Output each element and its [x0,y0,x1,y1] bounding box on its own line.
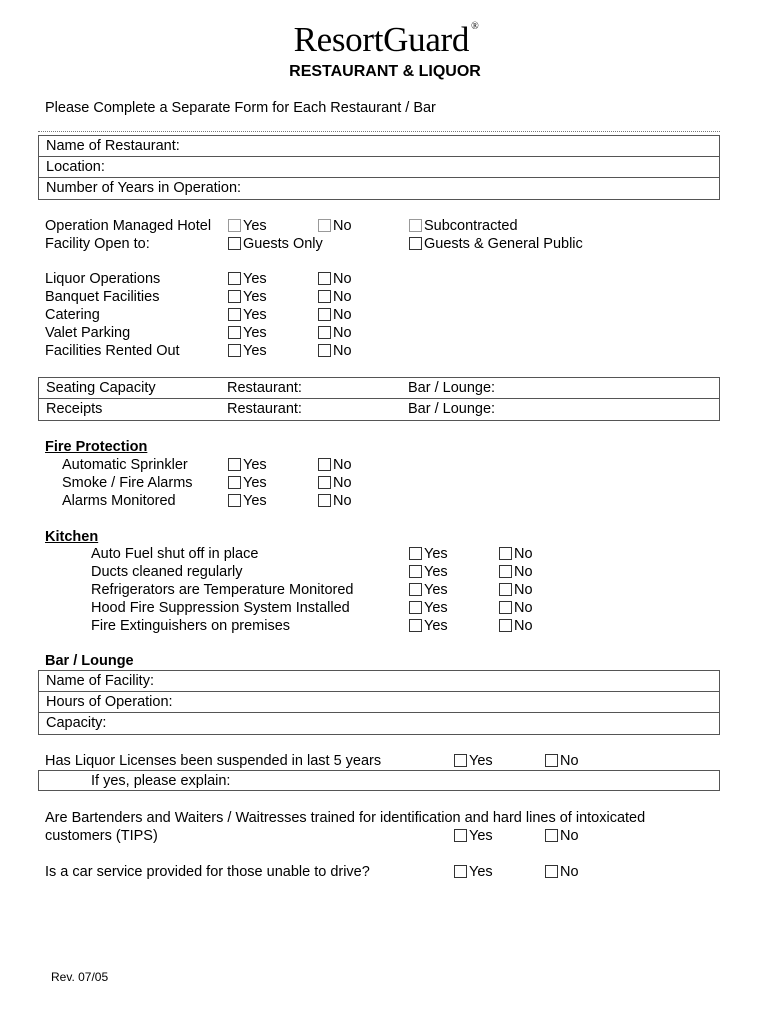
managed-label: Operation Managed Hotel [45,218,212,234]
no-label: No [560,753,579,769]
receipts-restaurant-label: Restaurant: [227,401,302,417]
tips-no-option[interactable] [545,827,579,845]
fire-item-label: Automatic Sprinkler [62,457,188,473]
yes-checkbox[interactable] [409,565,422,578]
tips-yes-option[interactable] [454,827,493,845]
no-label: No [333,475,352,491]
yes-label: Yes [424,600,448,616]
subcontracted-option[interactable] [409,217,518,235]
license-yes-option[interactable] [454,752,493,770]
kitchen-item-label: Auto Fuel shut off in place [91,546,259,562]
no-checkbox[interactable] [499,565,512,578]
yes-checkbox[interactable] [409,547,422,560]
bar-capacity-label: Capacity: [46,715,107,731]
no-label: No [333,325,352,341]
no-checkbox[interactable] [318,326,331,339]
yes-checkbox[interactable] [228,308,241,321]
logo-text: ResortGuard [293,20,470,59]
seating-bar-label: Bar / Lounge: [408,380,496,396]
managed-no-option[interactable] [318,217,352,235]
license-explain-field[interactable] [39,771,719,792]
car-service-question: Is a car service provided for those unable to drive? [45,864,370,880]
yes-checkbox[interactable] [454,829,467,842]
yes-label: Yes [243,493,267,509]
guests-public-option[interactable] [409,235,583,253]
no-label: No [333,457,352,473]
yes-checkbox[interactable] [409,619,422,632]
no-checkbox[interactable] [318,344,331,357]
restaurant-name-field[interactable] [39,136,719,157]
divider [38,131,720,132]
kitchen-yes-option[interactable] [409,617,448,635]
guests-public-checkbox[interactable] [409,237,422,250]
facility-row-label: Catering [45,307,100,323]
instruction-text: Please Complete a Separate Form for Each Restaurant / Bar [45,100,436,116]
yes-label: Yes [469,828,493,844]
revision-label: Rev. 07/05 [51,970,109,984]
yes-checkbox[interactable] [454,754,467,767]
car-no-option[interactable] [545,863,579,881]
yes-label: Yes [424,546,448,562]
no-checkbox[interactable] [318,272,331,285]
no-checkbox[interactable] [318,476,331,489]
no-label: No [333,307,352,323]
bar-info-box [38,670,720,735]
restaurant-info-box [38,135,720,200]
seating-capacity-label: Seating Capacity [46,380,156,396]
yes-label: Yes [424,564,448,580]
managed-yes-option[interactable] [228,217,267,235]
facility-row-label: Liquor Operations [45,271,161,287]
facility-open-label: Facility Open to: [45,236,150,252]
fire-yes-option[interactable] [228,456,267,474]
facility-no-option[interactable] [318,324,352,342]
yes-checkbox[interactable] [228,290,241,303]
years-label: Number of Years in Operation: [46,180,242,196]
no-checkbox[interactable] [499,601,512,614]
no-checkbox[interactable] [499,583,512,596]
guests-public-label: Guests & General Public [424,236,583,252]
facility-row-label: Banquet Facilities [45,289,160,305]
registered-mark: ® [471,21,479,32]
no-checkbox[interactable] [318,458,331,471]
kitchen-item-label: Refrigerators are Temperature Monitored [91,582,354,598]
managed-no-label: No [333,218,352,234]
receipts-row[interactable] [39,399,719,420]
yes-checkbox[interactable] [228,494,241,507]
no-checkbox[interactable] [545,829,558,842]
kitchen-item-label: Hood Fire Suppression System Installed [91,600,350,616]
facility-yes-option[interactable] [228,342,267,360]
yes-label: Yes [469,864,493,880]
no-label: No [333,271,352,287]
yes-label: Yes [243,343,267,359]
yes-label: Yes [243,325,267,341]
tips-question-line1: Are Bartenders and Waiters / Waitresses trained for identification and hard lines of intoxicated [45,810,646,826]
no-label: No [560,864,579,880]
facility-no-option[interactable] [318,342,352,360]
guests-only-label: Guests Only [243,236,323,252]
facility-row-label: Facilities Rented Out [45,343,180,359]
bar-name-label: Name of Facility: [46,673,154,689]
subcontracted-label: Subcontracted [424,218,518,234]
managed-yes-label: Yes [243,218,267,234]
tips-question-line2: customers (TIPS) [45,828,158,844]
yes-label: Yes [243,289,267,305]
no-checkbox[interactable] [318,494,331,507]
facility-no-option[interactable] [318,306,352,324]
facility-yes-option[interactable] [228,288,267,306]
yes-label: Yes [243,307,267,323]
no-label: No [514,618,533,634]
yes-label: Yes [243,475,267,491]
yes-label: Yes [243,457,267,473]
kitchen-yes-option[interactable] [409,545,448,563]
bar-lounge-heading: Bar / Lounge [45,653,134,669]
no-checkbox[interactable] [318,308,331,321]
license-explain-box[interactable] [38,770,720,791]
yes-label: Yes [424,618,448,634]
no-label: No [514,582,533,598]
yes-label: Yes [243,271,267,287]
facility-yes-option[interactable] [228,270,267,288]
no-label: No [514,564,533,580]
no-label: No [333,289,352,305]
no-checkbox[interactable] [499,619,512,632]
kitchen-item-label: Ducts cleaned regularly [91,564,243,580]
form-title: RESTAURANT & LIQUOR [289,63,481,80]
fire-yes-option[interactable] [228,492,267,510]
yes-checkbox[interactable] [228,272,241,285]
yes-checkbox[interactable] [454,865,467,878]
kitchen-yes-option[interactable] [409,581,448,599]
kitchen-item-label: Fire Extinguishers on premises [91,618,291,634]
car-yes-option[interactable] [454,863,493,881]
seating-capacity-row[interactable] [39,378,719,399]
capacity-box [38,377,720,421]
fire-item-label: Alarms Monitored [62,493,176,509]
guests-only-option[interactable] [228,235,323,253]
fire-no-option[interactable] [318,474,352,492]
receipts-label: Receipts [46,401,103,417]
yes-checkbox[interactable] [228,458,241,471]
subcontracted-checkbox[interactable] [409,219,422,232]
facility-yes-option[interactable] [228,306,267,324]
no-checkbox[interactable] [499,547,512,560]
location-field[interactable] [39,157,719,178]
restaurant-name-label: Name of Restaurant: [46,138,180,154]
no-checkbox[interactable] [318,290,331,303]
managed-no-checkbox[interactable] [318,219,331,232]
yes-checkbox[interactable] [228,326,241,339]
license-explain-label: If yes, please explain: [91,773,231,789]
no-label: No [333,493,352,509]
yes-checkbox[interactable] [228,476,241,489]
kitchen-yes-option[interactable] [409,599,448,617]
yes-label: Yes [424,582,448,598]
no-label: No [333,343,352,359]
yes-checkbox[interactable] [228,344,241,357]
no-checkbox[interactable] [545,754,558,767]
fire-protection-heading: Fire Protection [45,439,148,455]
seating-restaurant-label: Restaurant: [227,380,302,396]
fire-no-option[interactable] [318,456,352,474]
bar-hours-label: Hours of Operation: [46,694,173,710]
facility-no-option[interactable] [318,288,352,306]
no-label: No [560,828,579,844]
no-label: No [514,600,533,616]
guests-only-checkbox[interactable] [228,237,241,250]
kitchen-no-option[interactable] [499,563,533,581]
kitchen-no-option[interactable] [499,581,533,599]
yes-checkbox[interactable] [409,583,422,596]
receipts-bar-label: Bar / Lounge: [408,401,496,417]
fire-no-option[interactable] [318,492,352,510]
bar-hours-field[interactable] [39,692,719,713]
kitchen-no-option[interactable] [499,599,533,617]
yes-label: Yes [469,753,493,769]
years-field[interactable] [39,178,719,199]
fire-item-label: Smoke / Fire Alarms [62,475,193,491]
license-no-option[interactable] [545,752,579,770]
kitchen-heading: Kitchen [45,529,99,545]
bar-capacity-field[interactable] [39,713,719,734]
kitchen-yes-option[interactable] [409,563,448,581]
facility-row-label: Valet Parking [45,325,131,341]
location-label: Location: [46,159,105,175]
yes-checkbox[interactable] [409,601,422,614]
no-checkbox[interactable] [545,865,558,878]
fire-yes-option[interactable] [228,474,267,492]
kitchen-no-option[interactable] [499,545,533,563]
bar-name-field[interactable] [39,671,719,692]
no-label: No [514,546,533,562]
license-question: Has Liquor Licenses been suspended in last 5 years [45,753,382,769]
facility-yes-option[interactable] [228,324,267,342]
facility-no-option[interactable] [318,270,352,288]
kitchen-no-option[interactable] [499,617,533,635]
managed-yes-checkbox[interactable] [228,219,241,232]
